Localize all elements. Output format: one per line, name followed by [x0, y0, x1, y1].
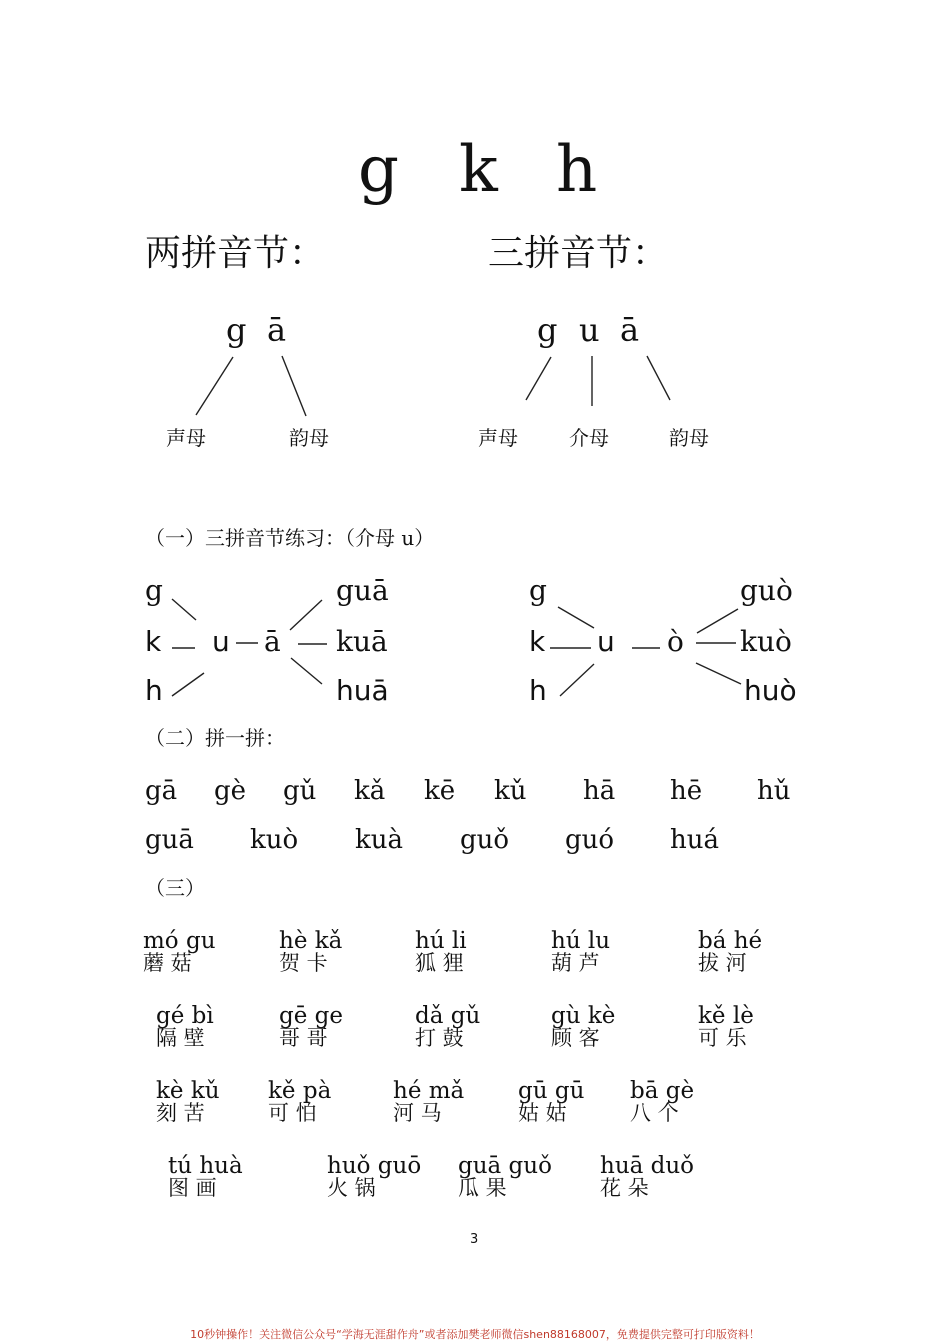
syllable: gā: [145, 776, 178, 806]
word-item: [698, 1005, 754, 1049]
syllable: hē: [670, 776, 703, 806]
word-item: [415, 1005, 480, 1049]
word-hanzi: 火 锅: [327, 1176, 376, 1200]
word-item: [518, 1080, 584, 1124]
word-pinyin: kě lè: [698, 1003, 754, 1029]
label-final: 韵母: [289, 426, 329, 450]
word-hanzi: 贺 卡: [279, 951, 328, 975]
word-item: [458, 1155, 552, 1199]
word-hanzi: 葫 芦: [551, 951, 600, 975]
word-pinyin: hè kǎ: [279, 928, 343, 954]
word-pinyin: gù kè: [551, 1003, 616, 1029]
label-initial: 声母: [166, 426, 206, 450]
word-hanzi: 狐 狸: [415, 951, 464, 975]
syllable: guā: [145, 825, 194, 855]
s1-left-initial-g: g: [145, 574, 163, 607]
label-initial-3: 声母: [478, 426, 518, 450]
word-hanzi: 可 乐: [698, 1026, 747, 1050]
section3-heading: （三）: [145, 876, 205, 900]
word-hanzi: 八 个: [630, 1101, 679, 1125]
s1-left-result-hua: huā: [336, 674, 389, 707]
word-hanzi: 河 马: [393, 1101, 442, 1125]
s1-right-result-huo: huò: [744, 674, 797, 707]
s1-left-initial-k: k: [145, 625, 162, 658]
word-item: [327, 1155, 421, 1199]
s1-right-result-kuo: kuò: [740, 625, 792, 658]
syllable: huá: [670, 825, 719, 855]
word-hanzi: 拔 河: [698, 951, 747, 975]
word-hanzi: 瓜 果: [458, 1176, 507, 1200]
syllable: gǔ: [283, 776, 317, 806]
word-item: [279, 930, 342, 974]
word-pinyin: hú lu: [551, 928, 611, 954]
word-pinyin: guā guǒ: [458, 1153, 552, 1179]
label-medial-3: 介母: [569, 426, 609, 450]
syllable: kuà: [355, 825, 404, 855]
s1-right-result-guo: guò: [740, 574, 793, 607]
s1-left-result-gua: guā: [336, 574, 389, 607]
word-pinyin: kè kǔ: [156, 1078, 220, 1104]
two-syllable-initial: g: [226, 311, 247, 349]
word-pinyin: gé bì: [156, 1003, 214, 1029]
s1-right-medial: u: [597, 625, 615, 658]
title-letter-g: g: [358, 133, 399, 207]
word-item: [279, 1005, 343, 1049]
two-syllable-heading: 两拼音节：: [145, 233, 326, 274]
word-item: [551, 930, 610, 974]
syllable: guó: [565, 825, 615, 855]
word-item: [551, 1005, 615, 1049]
s1-left-initial-h: h: [145, 674, 163, 707]
word-pinyin: huā duǒ: [600, 1153, 695, 1179]
word-hanzi: 花 朵: [600, 1176, 649, 1200]
s1-right-initial-h: h: [529, 674, 547, 707]
syllable: kǎ: [354, 776, 386, 806]
word-hanzi: 可 怕: [268, 1101, 317, 1125]
word-item: [415, 930, 467, 974]
word-hanzi: 姑 姑: [518, 1101, 567, 1125]
three-syllable-final: ā: [620, 311, 640, 349]
word-item: [143, 930, 216, 974]
syllable: kǔ: [494, 776, 527, 806]
word-hanzi: 顾 客: [551, 1026, 600, 1050]
s1-left-result-kua: kuā: [336, 625, 388, 658]
s1-right-initial-k: k: [529, 625, 546, 658]
word-hanzi: 打 鼓: [415, 1026, 464, 1050]
word-pinyin: tú huà: [168, 1153, 243, 1179]
word-item: [393, 1080, 464, 1124]
word-item: [698, 930, 762, 974]
s1-right-final: ò: [667, 625, 684, 658]
s1-left-final: ā: [264, 625, 281, 658]
section2-heading: （二）拼一拼：: [145, 726, 285, 750]
syllable: gè: [214, 776, 247, 806]
title-letter-k: k: [459, 133, 498, 207]
word-pinyin: huǒ guō: [327, 1153, 422, 1179]
three-syllable-initial: g: [537, 311, 558, 349]
footer-note: 10秒钟操作！关注微信公众号“学海无涯甜作舟”或者添加樊老师微信shen88168007，免费提供完整可打印版资料！: [190, 1328, 760, 1341]
word-pinyin: bā gè: [630, 1078, 695, 1104]
three-syllable-medial: u: [579, 311, 600, 349]
syllable: guǒ: [460, 825, 510, 855]
word-hanzi: 隔 壁: [156, 1026, 205, 1050]
two-syllable-final: ā: [267, 311, 287, 349]
word-pinyin: hú li: [415, 928, 467, 954]
word-hanzi: 哥 哥: [279, 1026, 328, 1050]
word-item: [268, 1080, 331, 1124]
word-pinyin: hé mǎ: [393, 1078, 465, 1104]
s1-right-initial-g: g: [529, 574, 547, 607]
page-number: 3: [470, 1232, 479, 1247]
word-pinyin: kě pà: [268, 1078, 332, 1104]
word-item: [630, 1080, 694, 1124]
syllable: hǔ: [757, 776, 791, 806]
word-hanzi: 图 画: [168, 1176, 217, 1200]
label-final-3: 韵母: [669, 426, 709, 450]
word-hanzi: 刻 苦: [156, 1101, 205, 1125]
syllable: kuò: [250, 825, 299, 855]
syllable: kē: [424, 776, 456, 806]
word-pinyin: mó gu: [143, 928, 216, 954]
word-pinyin: dǎ gǔ: [415, 1003, 481, 1029]
word-item: [156, 1080, 220, 1124]
word-hanzi: 蘑 菇: [143, 951, 192, 975]
word-pinyin: gū gū: [518, 1078, 585, 1104]
section1-heading: （一）三拼音节练习：（介母 u）: [145, 526, 435, 550]
title-letter-h: h: [556, 133, 598, 207]
word-pinyin: gē ge: [279, 1003, 343, 1029]
word-item: [156, 1005, 214, 1049]
three-syllable-heading: 三拼音节：: [488, 233, 669, 274]
s1-left-medial: u: [212, 625, 230, 658]
word-item: [168, 1155, 243, 1199]
word-pinyin: bá hé: [698, 928, 763, 954]
syllable: hā: [583, 776, 616, 806]
word-item: [600, 1155, 694, 1199]
